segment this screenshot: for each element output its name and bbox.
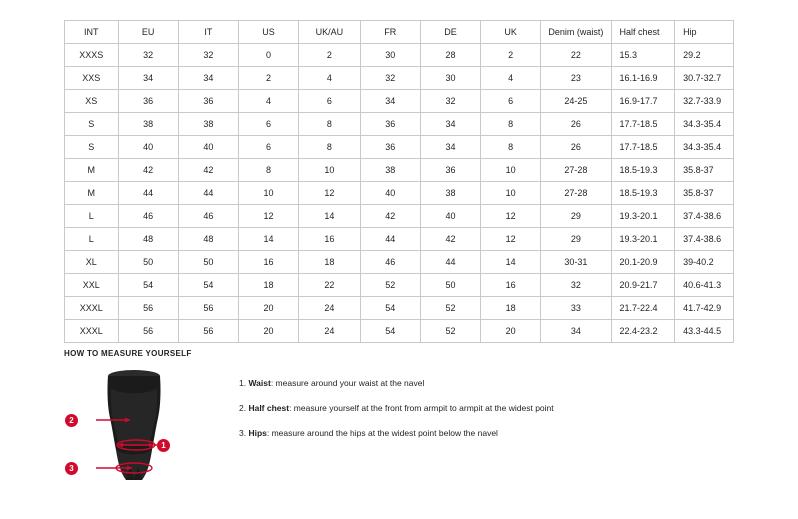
table-row (65, 205, 734, 228)
table-cell: 10 (238, 182, 298, 205)
badge-hips: 3 (65, 462, 78, 475)
table-cell: 8 (481, 113, 541, 136)
mannequin-icon (84, 366, 184, 491)
table-cell: 34 (118, 67, 178, 90)
table-cell: 34 (420, 136, 480, 159)
table-cell: 22 (299, 274, 361, 297)
table-row (65, 159, 734, 182)
table-cell: 27-28 (541, 159, 611, 182)
table-cell: 30 (420, 67, 480, 90)
column-header-denim-waist: Denim (waist) (541, 21, 611, 44)
table-cell: 34 (360, 90, 420, 113)
table-cell: 18 (238, 274, 298, 297)
table-cell: 10 (481, 182, 541, 205)
table-cell: 38 (360, 159, 420, 182)
table-cell: 12 (238, 205, 298, 228)
table-cell: 8 (238, 159, 298, 182)
table-row (65, 67, 734, 90)
table-cell: 2 (238, 67, 298, 90)
table-cell: 6 (481, 90, 541, 113)
table-cell: 54 (178, 274, 238, 297)
table-cell: 42 (360, 205, 420, 228)
table-row (65, 251, 734, 274)
table-cell: 50 (420, 274, 480, 297)
table-cell: XS (65, 90, 119, 113)
table-cell: 2 (299, 44, 361, 67)
table-cell: 44 (420, 251, 480, 274)
table-cell: 35.8-37 (675, 159, 734, 182)
table-cell: 39-40.2 (675, 251, 734, 274)
table-cell: 44 (118, 182, 178, 205)
table-cell: 26 (541, 136, 611, 159)
column-header-hip: Hip (675, 21, 734, 44)
table-cell: 17.7-18.5 (611, 113, 675, 136)
table-cell: 24 (299, 297, 361, 320)
table-cell: XXL (65, 274, 119, 297)
table-cell: 10 (299, 159, 361, 182)
table-row (65, 90, 734, 113)
table-cell: 36 (178, 90, 238, 113)
table-cell: 16.9-17.7 (611, 90, 675, 113)
table-cell: 18 (299, 251, 361, 274)
table-cell: 42 (420, 228, 480, 251)
table-cell: 6 (238, 136, 298, 159)
table-cell: 4 (299, 67, 361, 90)
table-cell: 22.4-23.2 (611, 320, 675, 343)
table-cell: 46 (178, 205, 238, 228)
table-cell: 50 (118, 251, 178, 274)
table-row (65, 136, 734, 159)
table-cell: 40 (178, 136, 238, 159)
note-term: Half chest (248, 403, 290, 413)
table-cell: 41.7-42.9 (675, 297, 734, 320)
table-cell: XXXS (65, 44, 119, 67)
note-number: 2. (239, 403, 249, 413)
measure-note (239, 378, 554, 389)
table-cell: 16.1-16.9 (611, 67, 675, 90)
table-cell: 38 (420, 182, 480, 205)
table-cell: 18 (481, 297, 541, 320)
table-cell: L (65, 228, 119, 251)
table-cell: 18.5-19.3 (611, 159, 675, 182)
table-row (65, 228, 734, 251)
table-cell: 33 (541, 297, 611, 320)
table-cell: 14 (481, 251, 541, 274)
table-cell: 32 (178, 44, 238, 67)
table-cell: M (65, 159, 119, 182)
table-cell: 36 (360, 136, 420, 159)
table-cell: 30 (360, 44, 420, 67)
table-cell: 40 (360, 182, 420, 205)
measure-note (239, 403, 554, 414)
table-cell: 29 (541, 205, 611, 228)
table-cell: 8 (299, 136, 361, 159)
table-row (65, 297, 734, 320)
table-cell: 56 (178, 320, 238, 343)
table-cell: 20.9-21.7 (611, 274, 675, 297)
table-cell: 34.3-35.4 (675, 113, 734, 136)
table-cell: 12 (481, 228, 541, 251)
column-header-int: INT (65, 21, 119, 44)
table-cell: 42 (178, 159, 238, 182)
table-row (65, 320, 734, 343)
table-cell: 22 (541, 44, 611, 67)
table-cell: 34 (420, 113, 480, 136)
table-cell: 27-28 (541, 182, 611, 205)
table-cell: 4 (481, 67, 541, 90)
table-cell: 44 (178, 182, 238, 205)
table-cell: 23 (541, 67, 611, 90)
badge-half-chest: 2 (65, 414, 78, 427)
table-cell: 12 (299, 182, 361, 205)
table-cell: 42 (118, 159, 178, 182)
table-cell: 10 (481, 159, 541, 182)
note-text: : measure around your waist at the navel (270, 378, 425, 388)
size-conversion-table (64, 20, 734, 343)
column-header-de: DE (420, 21, 480, 44)
table-cell: 0 (238, 44, 298, 67)
table-cell: 19.3-20.1 (611, 205, 675, 228)
table-row (65, 44, 734, 67)
table-cell: 54 (360, 297, 420, 320)
table-cell: 54 (118, 274, 178, 297)
table-cell: 6 (238, 113, 298, 136)
table-cell: 46 (118, 205, 178, 228)
table-cell: 38 (178, 113, 238, 136)
table-cell: M (65, 182, 119, 205)
table-cell: 16 (481, 274, 541, 297)
table-cell: 19.3-20.1 (611, 228, 675, 251)
table-row (65, 113, 734, 136)
table-cell: 8 (481, 136, 541, 159)
table-cell: 12 (481, 205, 541, 228)
table-cell: 43.3-44.5 (675, 320, 734, 343)
note-number: 1. (239, 378, 249, 388)
measure-title: HOW TO MEASURE YOURSELF (64, 349, 192, 358)
table-cell: 32 (541, 274, 611, 297)
table-cell: 32 (360, 67, 420, 90)
how-to-measure-section (64, 349, 744, 491)
note-term: Waist (248, 378, 271, 388)
table-cell: XXS (65, 67, 119, 90)
table-cell: XXXL (65, 297, 119, 320)
table-cell: 56 (178, 297, 238, 320)
table-cell: 34.3-35.4 (675, 136, 734, 159)
measure-note (239, 428, 554, 439)
table-cell: 36 (118, 90, 178, 113)
table-cell: 32 (118, 44, 178, 67)
table-cell: 48 (118, 228, 178, 251)
column-header-it: IT (178, 21, 238, 44)
note-term: Hips (248, 428, 267, 438)
table-cell: 52 (360, 274, 420, 297)
table-cell: 30.7-32.7 (675, 67, 734, 90)
table-cell: S (65, 113, 119, 136)
table-cell: 56 (118, 320, 178, 343)
table-cell: 28 (420, 44, 480, 67)
table-cell: XL (65, 251, 119, 274)
table-cell: 20.1-20.9 (611, 251, 675, 274)
column-header-ukau: UK/AU (299, 21, 361, 44)
column-header-fr: FR (360, 21, 420, 44)
table-cell: 38 (118, 113, 178, 136)
table-cell: 46 (360, 251, 420, 274)
column-header-uk: UK (481, 21, 541, 44)
table-cell: XXXL (65, 320, 119, 343)
table-cell: 50 (178, 251, 238, 274)
table-cell: 14 (238, 228, 298, 251)
measure-instructions (239, 366, 554, 453)
table-cell: 40 (118, 136, 178, 159)
column-header-eu: EU (118, 21, 178, 44)
note-text: : measure yourself at the front from armpit to armpit at the widest point (289, 403, 554, 413)
table-cell: 32.7-33.9 (675, 90, 734, 113)
table-cell: 40.6-41.3 (675, 274, 734, 297)
table-cell: 35.8-37 (675, 182, 734, 205)
table-cell: 32 (420, 90, 480, 113)
table-cell: 56 (118, 297, 178, 320)
note-text: : measure around the hips at the widest point below the navel (266, 428, 498, 438)
badge-waist: 1 (157, 439, 170, 452)
table-cell: S (65, 136, 119, 159)
table-header-row (65, 21, 734, 44)
table-cell: 24 (299, 320, 361, 343)
table-cell: 14 (299, 205, 361, 228)
table-cell: 52 (420, 297, 480, 320)
table-cell: 20 (238, 297, 298, 320)
table-cell: 54 (360, 320, 420, 343)
column-header-us: US (238, 21, 298, 44)
table-cell: 17.7-18.5 (611, 136, 675, 159)
table-cell: 21.7-22.4 (611, 297, 675, 320)
table-cell: 48 (178, 228, 238, 251)
table-cell: 15.3 (611, 44, 675, 67)
table-cell: 16 (299, 228, 361, 251)
table-cell: 44 (360, 228, 420, 251)
note-number: 3. (239, 428, 249, 438)
table-cell: 2 (481, 44, 541, 67)
table-cell: 26 (541, 113, 611, 136)
table-cell: 36 (420, 159, 480, 182)
table-cell: 16 (238, 251, 298, 274)
column-header-half-chest: Half chest (611, 21, 675, 44)
table-cell: 6 (299, 90, 361, 113)
table-cell: 29.2 (675, 44, 734, 67)
table-cell: 34 (541, 320, 611, 343)
table-cell: 20 (238, 320, 298, 343)
table-cell: 18.5-19.3 (611, 182, 675, 205)
table-cell: 36 (360, 113, 420, 136)
table-row (65, 274, 734, 297)
table-cell: L (65, 205, 119, 228)
table-cell: 37.4-38.6 (675, 228, 734, 251)
table-cell: 30-31 (541, 251, 611, 274)
table-cell: 20 (481, 320, 541, 343)
table-cell: 29 (541, 228, 611, 251)
mannequin-figure (64, 366, 184, 491)
table-cell: 37.4-38.6 (675, 205, 734, 228)
table-cell: 24-25 (541, 90, 611, 113)
table-cell: 8 (299, 113, 361, 136)
table-cell: 40 (420, 205, 480, 228)
table-cell: 34 (178, 67, 238, 90)
table-cell: 4 (238, 90, 298, 113)
table-row (65, 182, 734, 205)
table-cell: 52 (420, 320, 480, 343)
